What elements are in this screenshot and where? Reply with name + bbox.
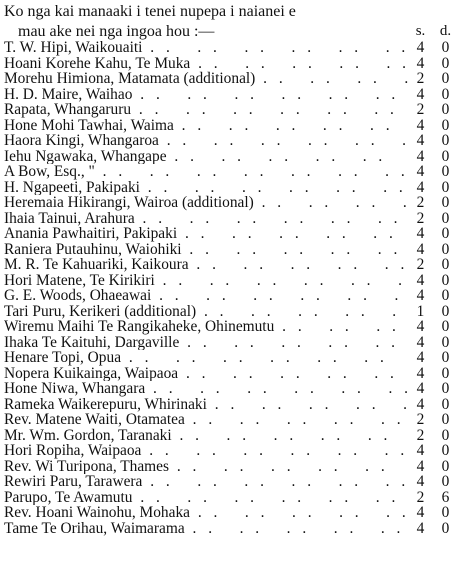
shillings-value: 1 — [416, 303, 425, 319]
subscriber-name: Raniera Putauhinu, Waiohiki . . — [4, 242, 408, 258]
pence-value: 0 — [441, 55, 450, 71]
subscription-amount — [408, 412, 458, 428]
shillings-value: 2 — [416, 257, 425, 273]
pence-value: 0 — [441, 365, 450, 381]
list-item — [4, 335, 458, 351]
shillings-header: s. — [415, 23, 426, 39]
shillings-value: 4 — [416, 133, 425, 149]
shillings-value: 4 — [416, 319, 425, 335]
list-item — [4, 350, 458, 366]
subscription-amount — [408, 40, 458, 56]
subscription-amount — [408, 335, 458, 351]
subscriber-name: H. Ngapeeti, Pakipaki . . — [4, 180, 408, 196]
amount-column-headers — [408, 22, 458, 40]
shillings-value: 4 — [416, 117, 425, 133]
shillings-value: 4 — [416, 55, 425, 71]
subscriber-name: Hori Matene, Te Kirikiri . . — [4, 273, 408, 289]
list-item — [4, 412, 458, 428]
pence-value: 0 — [441, 350, 450, 366]
pence-value: 0 — [441, 241, 450, 257]
list-item — [4, 288, 458, 304]
shillings-value: 4 — [416, 365, 425, 381]
pence-value: 0 — [441, 427, 450, 443]
subscription-amount — [408, 350, 458, 366]
subscriber-name: Heremaia Hikirangi, Wairoa (additional) . . — [4, 195, 408, 211]
pence-header: d. — [439, 23, 452, 39]
subscriber-name: Tame Te Orihau, Waimarama . . — [4, 521, 408, 537]
shillings-value: 2 — [416, 427, 425, 443]
pence-value: 0 — [441, 133, 450, 149]
shillings-value: 2 — [416, 195, 425, 211]
subscriber-name: Hori Ropiha, Waipaoa . . — [4, 443, 408, 459]
pence-value: 6 — [441, 489, 450, 505]
subscriber-name: Wiremu Maihi Te Rangikaheke, Ohinemutu . . — [4, 319, 408, 335]
subscription-amount — [408, 226, 458, 242]
subscription-amount — [408, 273, 458, 289]
intro-line-1: Ko nga kai manaaki i tenei nupepa i naianei e — [4, 3, 296, 20]
subscription-amount — [408, 149, 458, 165]
subscriber-name: Haora Kingi, Whangaroa . . — [4, 133, 408, 149]
subscription-amount — [408, 474, 458, 490]
shillings-value: 4 — [416, 272, 425, 288]
list-item — [4, 459, 458, 475]
subscription-amount — [408, 459, 458, 475]
subscription-amount — [408, 257, 458, 273]
shillings-value: 4 — [416, 458, 425, 474]
subscriber-name: M. R. Te Kahuariki, Kaikoura . . — [4, 257, 408, 273]
list-item — [4, 242, 458, 258]
pence-value: 0 — [441, 458, 450, 474]
subscriber-name: Morehu Himiona, Matamata (additional) . . — [4, 71, 408, 87]
pence-value: 0 — [441, 520, 450, 536]
pence-value: 0 — [441, 210, 450, 226]
pence-value: 0 — [441, 164, 450, 180]
pence-value: 0 — [441, 102, 450, 118]
subscriber-name: T. W. Hipi, Waikouaiti . . — [4, 40, 408, 56]
subscriber-name: Ihaia Tainui, Arahura . . — [4, 211, 408, 227]
shillings-value: 4 — [416, 164, 425, 180]
list-item — [4, 273, 458, 289]
pence-value: 0 — [441, 319, 450, 335]
subscriber-name: Rev. Matene Waiti, Otamatea . . — [4, 412, 408, 428]
pence-value: 0 — [441, 117, 450, 133]
list-item — [4, 505, 458, 521]
subscriber-name: Hoani Korehe Kahu, Te Muka . . — [4, 56, 408, 72]
list-item — [4, 474, 458, 490]
list-item — [4, 397, 458, 413]
subscription-amount — [408, 319, 458, 335]
pence-value: 0 — [441, 334, 450, 350]
pence-value: 0 — [441, 86, 450, 102]
shillings-value: 4 — [416, 350, 425, 366]
pence-value: 0 — [441, 148, 450, 164]
pence-value: 0 — [441, 443, 450, 459]
subscriber-name: Iehu Ngawaka, Whangape . . — [4, 149, 408, 165]
subscriber-name: Rev. Hoani Wainohu, Mohaka . . — [4, 505, 408, 521]
subscriber-name: Rameka Waikerepuru, Whirinaki . . — [4, 397, 408, 413]
shillings-value: 4 — [416, 86, 425, 102]
list-item — [4, 118, 458, 134]
subscriber-name: Parupo, Te Awamutu . . — [4, 490, 408, 506]
list-item — [4, 133, 458, 149]
shillings-value: 4 — [416, 148, 425, 164]
shillings-value: 4 — [416, 396, 425, 412]
list-item — [4, 195, 458, 211]
list-item — [4, 87, 458, 103]
shillings-value: 2 — [416, 412, 425, 428]
shillings-value: 4 — [416, 505, 425, 521]
subscription-amount — [408, 118, 458, 134]
pence-value: 0 — [441, 303, 450, 319]
pence-value: 0 — [441, 505, 450, 521]
list-item — [4, 257, 458, 273]
list-item — [4, 211, 458, 227]
list-item — [4, 521, 458, 537]
subscription-amount — [408, 288, 458, 304]
subscriber-name: Hone Niwa, Whangara . . — [4, 381, 408, 397]
subscription-amount — [408, 521, 458, 537]
subscriber-name: A Bow, Esq., " . . — [4, 164, 408, 180]
shillings-value: 4 — [416, 241, 425, 257]
list-item — [4, 180, 458, 196]
list-item — [4, 304, 458, 320]
subscriber-name: Rapata, Whangaruru . . — [4, 102, 408, 118]
subscriber-name: Ihaka Te Kaituhi, Dargaville . . — [4, 335, 408, 351]
shillings-value: 4 — [416, 381, 425, 397]
list-item — [4, 56, 458, 72]
subscriber-rows — [4, 40, 458, 536]
list-item — [4, 40, 458, 56]
shillings-value: 2 — [416, 210, 425, 226]
pence-value: 0 — [441, 179, 450, 195]
subscriber-name: Rewiri Paru, Tarawera . . — [4, 474, 408, 490]
shillings-value: 4 — [416, 520, 425, 536]
list-item — [4, 443, 458, 459]
subscription-amount — [408, 366, 458, 382]
shillings-value: 2 — [416, 489, 425, 505]
subscription-amount — [408, 490, 458, 506]
intro-line-2: mau ake nei nga ingoa hou :— — [18, 23, 215, 40]
subscriber-name: Nopera Kuikainga, Waipaoa . . — [4, 366, 408, 382]
list-item — [4, 366, 458, 382]
subscription-amount — [408, 87, 458, 103]
list-item — [4, 226, 458, 242]
shillings-value: 4 — [416, 474, 425, 490]
pence-value: 0 — [441, 195, 450, 211]
pence-value: 0 — [441, 412, 450, 428]
subscription-amount — [408, 381, 458, 397]
subscriber-name: Tari Puru, Kerikeri (additional) . . — [4, 304, 408, 320]
list-item — [4, 319, 458, 335]
subscription-amount — [408, 180, 458, 196]
list-item — [4, 428, 458, 444]
shillings-value: 2 — [416, 102, 425, 118]
subscriber-name: G. E. Woods, Ohaeawai . . — [4, 288, 408, 304]
list-item — [4, 71, 458, 87]
subscription-amount — [408, 195, 458, 211]
subscriber-name: Mr. Wm. Gordon, Taranaki . . — [4, 428, 408, 444]
pence-value: 0 — [441, 226, 450, 242]
shillings-value: 4 — [416, 443, 425, 459]
subscription-amount — [408, 164, 458, 180]
shillings-value: 4 — [416, 179, 425, 195]
pence-value: 0 — [441, 40, 450, 56]
subscriber-name: H. D. Maire, Waihao . . — [4, 87, 408, 103]
subscription-amount — [408, 242, 458, 258]
list-item — [4, 102, 458, 118]
subscriber-name: Anania Pawhaitiri, Pakipaki . . — [4, 226, 408, 242]
shillings-value: 2 — [416, 71, 425, 87]
subscriber-name: Henare Topi, Opua . . — [4, 350, 408, 366]
list-item — [4, 490, 458, 506]
subscription-amount — [408, 397, 458, 413]
pence-value: 0 — [441, 396, 450, 412]
intro-block — [4, 2, 458, 42]
subscription-amount — [408, 505, 458, 521]
list-item — [4, 381, 458, 397]
subscription-amount — [408, 56, 458, 72]
subscription-amount — [408, 133, 458, 149]
subscription-amount — [408, 211, 458, 227]
pence-value: 0 — [441, 71, 450, 87]
shillings-value: 4 — [416, 288, 425, 304]
subscription-amount — [408, 443, 458, 459]
subscription-amount — [408, 102, 458, 118]
pence-value: 0 — [441, 272, 450, 288]
subscription-amount — [408, 71, 458, 87]
pence-value: 0 — [441, 381, 450, 397]
subscriber-name: Rev. Wi Turipona, Thames . . — [4, 459, 408, 475]
pence-value: 0 — [441, 474, 450, 490]
pence-value: 0 — [441, 288, 450, 304]
pence-value: 0 — [441, 257, 450, 273]
subscription-amount — [408, 428, 458, 444]
intro-text — [4, 2, 458, 42]
subscriber-name: Hone Mohi Tawhai, Waima . . — [4, 118, 408, 134]
list-item — [4, 149, 458, 165]
shillings-value: 4 — [416, 226, 425, 242]
subscription-amount — [408, 304, 458, 320]
list-item — [4, 164, 458, 180]
shillings-value: 4 — [416, 40, 425, 56]
shillings-value: 4 — [416, 334, 425, 350]
